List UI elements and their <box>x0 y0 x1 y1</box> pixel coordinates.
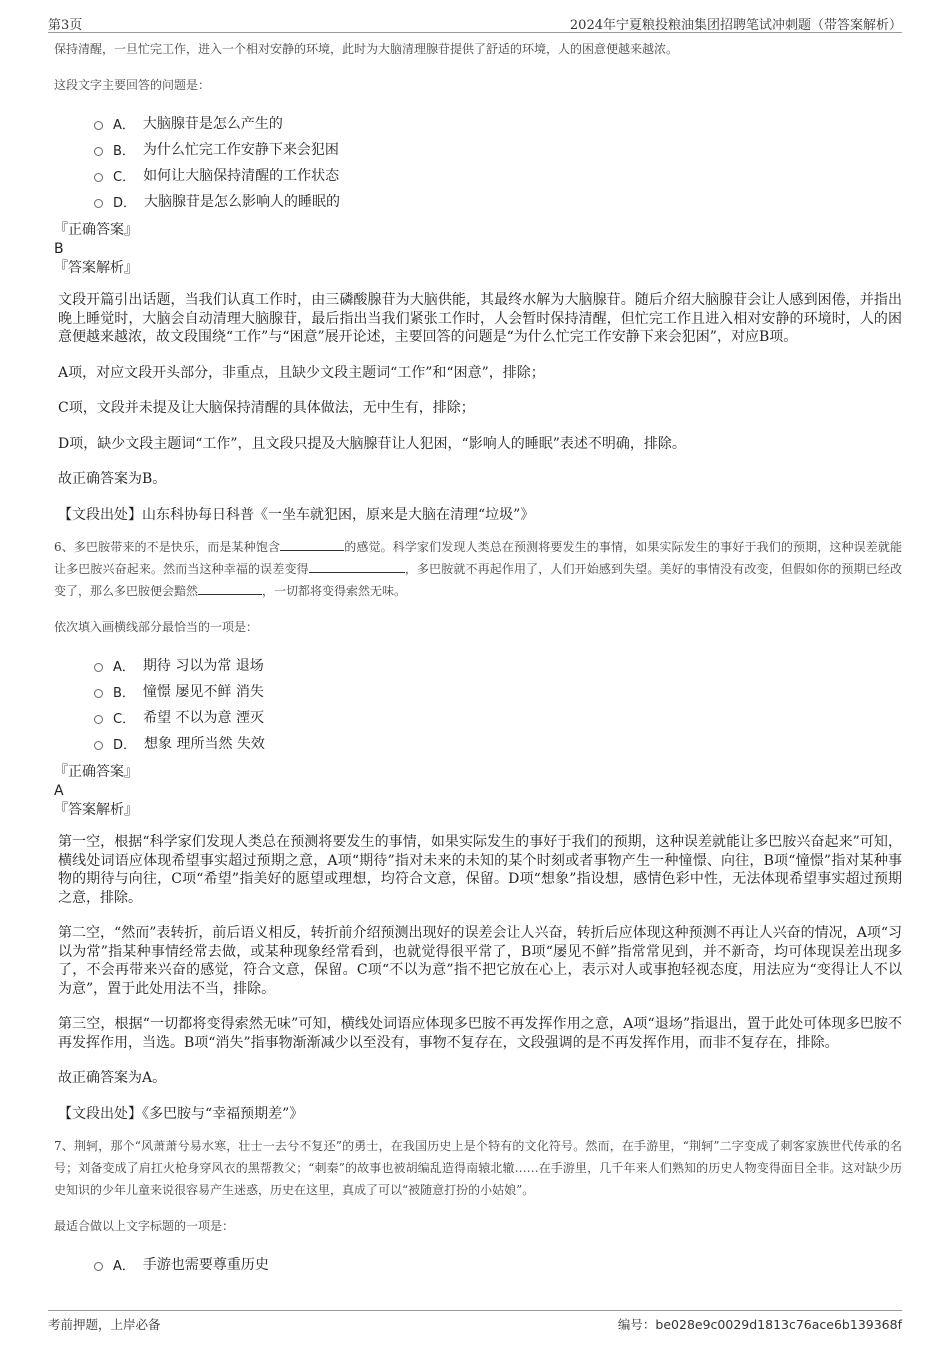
radio-icon[interactable] <box>94 663 103 672</box>
q5-analysis-para: D项，缺少文段主题词“工作”，且文段只提及大脑腺苷让人犯困，“影响人的睡眠”表述不明确，排除。 <box>58 435 686 452</box>
page-number: 第3页 <box>48 18 83 33</box>
q5-analysis-para: 故正确答案为B。 <box>58 471 167 487</box>
radio-icon[interactable] <box>94 147 103 156</box>
q6-options <box>94 652 902 756</box>
q5-analysis <box>58 291 902 524</box>
q5-option-a[interactable]: A． 大脑腺苷是怎么产生的 <box>94 110 902 136</box>
q5-answer: B <box>54 241 64 257</box>
radio-icon[interactable] <box>94 1262 103 1271</box>
q6-answer-label: 『正确答案』 <box>54 764 138 780</box>
radio-icon[interactable] <box>94 715 103 724</box>
q6-prompt: 依次填入画横线部分最恰当的一项是： <box>54 620 259 634</box>
q6-analysis-para: 第二空，“然而”表转折，前后语义相反，转折前介绍预测出现好的误差会让人兴奋，转折后应体现这种预测不再让人兴奋的情况，A项“习以为常”指某种事情经常去做，或某种现象经常看到，也就觉得很平常了，B项“屡见不鲜”指常常见到，并不新奇，均可体现误差出现多了，不会再带来兴奋的感觉，符合文意，保留。C项“不以为意”指不把它放在心上，表示对人或事抱轻视态度，用法应为“变得让人不以为意”，置于此处用法不当，排除。 <box>58 925 902 997</box>
blank-1 <box>280 538 344 551</box>
q7-options <box>94 1251 902 1277</box>
document-title: 2024年宁夏粮投粮油集团招聘笔试冲刺题（带答案解析） <box>569 18 902 33</box>
q5-analysis-para: A项，对应文段开头部分，非重点，且缺少文段主题词“工作”和“困意”，排除； <box>58 364 545 381</box>
page-footer <box>48 1310 902 1333</box>
page-header <box>48 12 902 33</box>
q5-answer-label: 『正确答案』 <box>54 222 138 238</box>
q6-option-b[interactable]: B． 憧憬 屡见不鲜 消失 <box>94 678 902 704</box>
q6-analysis-para: 故正确答案为A。 <box>58 1070 167 1086</box>
q6-option-a[interactable]: A． 期待 习以为常 退场 <box>94 652 902 678</box>
q5-analysis-para: 文段开篇引出话题，当我们认真工作时，由三磷酸腺苷为大脑供能，其最终水解为大脑腺苷。随后介绍大脑腺苷会让人感到困倦，并指出晚上睡觉时，大脑会自动清理大脑腺苷，最后指出当我们紧张工作时，人会暂时保持清醒，但忙完工作且进入相对安静的环境时，人的困意便越来越浓，故文段围绕“工作”与“困意”展开论述，主要回答的问题是“为什么忙完工作安静下来会犯困”，对应B项。 <box>58 292 902 345</box>
q5-source: 【文段出处】山东科协每日科普《一坐车就犯困，原来是大脑在清理“垃圾”》 <box>58 506 535 523</box>
q6-analysis-para: 第一空，根据“科学家们发现人类总在预测将要发生的事情，如果实际发生的事好于我们的预期，这种误差就能让多巴胺兴奋起来”可知，横线处词语应体现希望事实超过预期之意，A项“期待”指对未来的未知的某个时刻或者事物产生一种憧憬、向往，B项“憧憬”指对某种事物的期待与向往，C项“希望”指美好的愿望或理想，均符合文意，保留。D项“想象”指设想，感情色彩中性，无法体现希望事实超过预期之意，排除。 <box>58 834 902 906</box>
q6-answer: A <box>54 783 64 799</box>
q5-analysis-label: 『答案解析』 <box>54 260 138 276</box>
q6-analysis-para: 第三空，根据“一切都将变得索然无味”可知，横线处词语应体现多巴胺不再发挥作用之意，A项“退场”指退出，置于此处可体现多巴胺不再发挥作用，当选。B项“消失”指事物渐渐减少以至没有，事物不复存在，文段强调的是不再发挥作用，而非不复存在，排除。 <box>58 1016 902 1051</box>
q6-option-c[interactable]: C． 希望 不以为意 湮灭 <box>94 704 902 730</box>
q5-option-c[interactable]: C． 如何让大脑保持清醒的工作状态 <box>94 162 902 188</box>
q5-prompt: 这段文字主要回答的问题是： <box>54 78 211 92</box>
blank-2 <box>309 560 405 573</box>
q5-passage-tail: 保持清醒，一旦忙完工作，进入一个相对安静的环境，此时为大脑清理腺苷提供了舒适的环境，人的困意便越来越浓。 <box>54 42 679 56</box>
q6-analysis <box>58 833 902 1123</box>
q5-option-b[interactable]: B． 为什么忙完工作安静下来会犯困 <box>94 136 902 162</box>
q7-stem: 7、荆轲，那个“风萧萧兮易水寒，壮士一去兮不复还”的勇士，在我国历史上是个特有的文化符号。然而，在手游里，“荆轲”二字变成了刺客家族世代传承的名号；刘备变成了肩扛火枪身穿风衣的黑帮教父；“刺秦”的故事也被胡编乱造得南辕北辙……在手游里，几千年来人们熟知的历史人物变得面目全非。这对缺少历史知识的少年儿童来说很容易产生迷惑，历史在这里，真成了可以“被随意打扮的小姑娘”。 <box>54 1139 902 1197</box>
page-content <box>54 38 902 1277</box>
radio-icon[interactable] <box>94 121 103 130</box>
q5-option-d[interactable]: D． 大脑腺苷是怎么影响人的睡眠的 <box>94 188 902 214</box>
radio-icon[interactable] <box>94 689 103 698</box>
radio-icon[interactable] <box>94 199 103 208</box>
q6-stem: 6、多巴胺带来的不是快乐，而是某种饱含 的感觉。科学家们发现人类总在预测将要发生的事情，如果实际发生的事好于我们的预期，这种误差就能让多巴胺兴奋起来。然而当这种幸福的误差变得 ，多巴胺就不再起作用了，人们开始感到失望。美好的事情没有改变，但假如你的预期已经改变了，那么多巴胺便会黯然 ，一切都将变得索然无味。 <box>54 540 902 598</box>
q7-prompt: 最适合做以上文字标题的一项是： <box>54 1219 235 1233</box>
q6-option-d[interactable]: D． 想象 理所当然 失效 <box>94 730 902 756</box>
radio-icon[interactable] <box>94 173 103 182</box>
q5-analysis-para: C项，文段并未提及让大脑保持清醒的具体做法，无中生有，排除； <box>58 400 475 416</box>
q5-options <box>94 110 902 214</box>
footer-slogan: 考前押题，上岸必备 <box>48 1317 161 1332</box>
q7-option-a[interactable]: A． 手游也需要尊重历史 <box>94 1251 902 1277</box>
q6-source: 【文段出处】《多巴胺与“幸福预期差”》 <box>58 1105 304 1122</box>
q6-analysis-label: 『答案解析』 <box>54 802 138 818</box>
radio-icon[interactable] <box>94 741 103 750</box>
document-code: 编号：be028e9c0029d1813c76ace6b139368f <box>617 1317 902 1332</box>
blank-3 <box>198 582 262 595</box>
